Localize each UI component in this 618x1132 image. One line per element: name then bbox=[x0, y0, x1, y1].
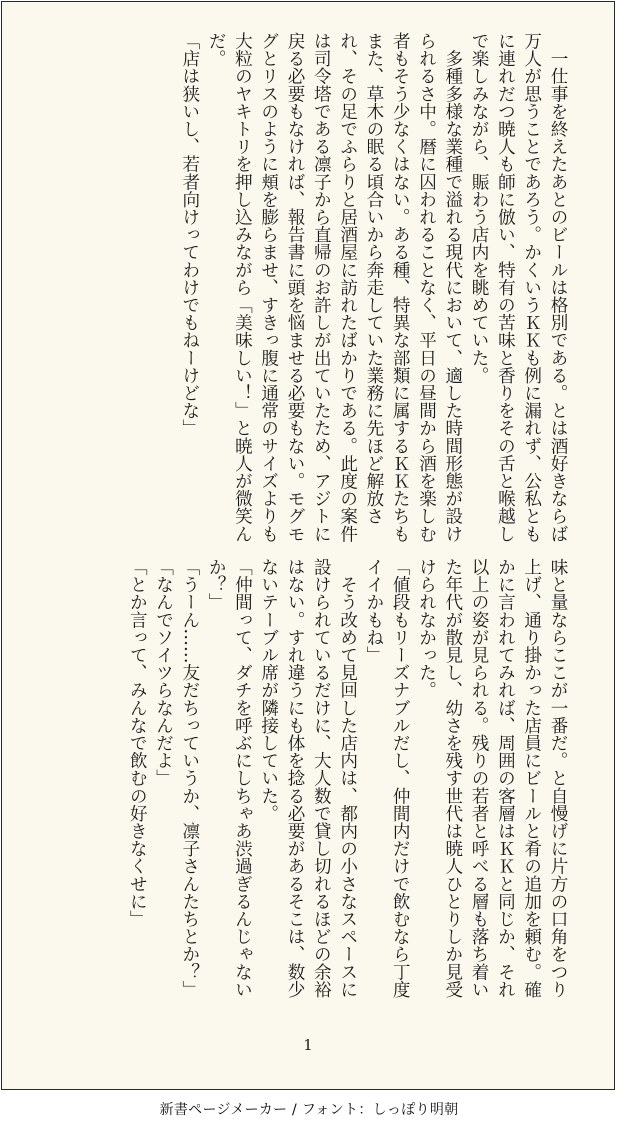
paragraph: 「店は狭いし、若者向けってわけでもねーけどな」 bbox=[179, 32, 200, 437]
paragraph: 「とか言って、みんなで飲むの好きなくせに」 bbox=[127, 558, 148, 928]
paragraph: 「うーん……友だちっていうか、凛子さんたちとか？」 bbox=[179, 558, 200, 998]
footer-credit: 新書ページメーカー / フォント：しっぽり明朝 bbox=[159, 1102, 459, 1118]
upper-text-block bbox=[177, 32, 571, 552]
paragraph: 「値段もリーズナブルだし、仲間内だけで飲むなら丁度イイかもね」 bbox=[363, 558, 411, 998]
paragraph: 一仕事を終えたあとのビールは格別である。とは酒好きならば万人が思うことであろう。かくいうＫＫも例に漏れず、公私ともに連れだつ暁人も師に倣い、特有の苦味と香りをその舌と喉越しで楽しみながら、賑わう店内を眺めていた。 bbox=[469, 32, 568, 543]
paragraph: 「仲間って、ダチを呼ぶにしちゃあ渋過ぎるんじゃないか？」 bbox=[206, 558, 253, 998]
paragraph: 多種多様な業種で溢れる現代において、適した時間形態が設けられるさ中。暦に囚われることなく、平日の昼間から酒を楽しむ者もそう少なくはない。ある種、特異な部類に属するＫＫたちもまた、草木の眠る頃合いから奔走していた業務に先ほど解放され、その足でふらりと居酒屋に訪れたばかりである。此度の案件は司令塔である凛子から直帰のお許しが出ていたため、アジトに戻る必要もなければ、報告書に頭を悩ませる必要もない。モグモグとリスのように頬を膨らませ、すきっ腹に通常のサイズよりも大粒のヤキトリを押し込みながら「美味しい！」と暁人が微笑んだ。 bbox=[206, 32, 463, 543]
lower-text-block bbox=[124, 558, 571, 998]
book-page bbox=[1, 1, 615, 1090]
paragraph: 味と量ならここが一番だ。と自慢げに片方の口角をつり上げ、通り掛かった店員にビールと肴の追加を頼む。確かに言われてみれば、周囲の客層はＫＫと同じか、それ以上の姿が見られる。残りの若者と呼べる層も落ち着いた年代が散見し、幼さを残す世代は暁人ひとりしか見受けられなかった。 bbox=[416, 558, 568, 998]
paragraph: そう改めて見回した店内は、都内の小さなスペースに設けられているだけに、大人数で貸し切れるほどの余裕はない。すれ違うにも体を捻る必要があるそこは、数少ないテーブル席が隣接していた。 bbox=[258, 558, 358, 998]
paragraph: 「なんでソイツらなんだよ」 bbox=[153, 558, 174, 787]
page-number: 1 bbox=[303, 1036, 313, 1054]
